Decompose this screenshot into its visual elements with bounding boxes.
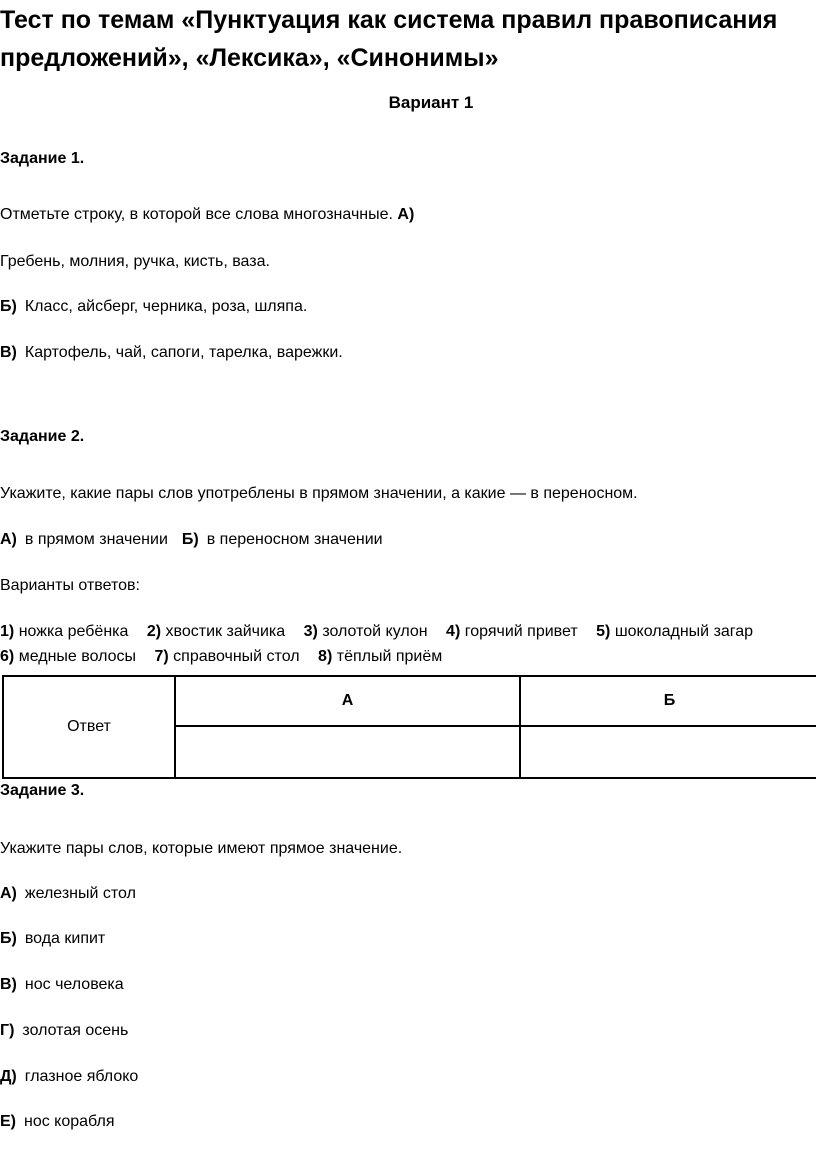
task1-option-a-text: Гребень, молния, ручка, кисть, ваза. [0,253,270,270]
option-text: вода кипит [24,930,106,947]
task1-question-text: Отметьте строку, в которой все слова многозначные. [0,206,393,223]
item-text: медные волосы [18,648,137,665]
item-num: 6) [0,648,15,665]
option-text: нос человека [24,976,124,993]
item-num: 3) [303,623,318,640]
task2-items-line-1 [0,623,753,641]
task2-answers-label: Варианты ответов: [0,577,140,594]
option-letter: А) [0,885,17,902]
task3-option [0,1022,128,1040]
answer-label-cell: Ответ [3,676,175,778]
task3-question: Укажите пары слов, которые имеют прямое значение. [0,840,403,857]
task3-heading: Задание 3. [0,782,85,799]
task1-option-a-letter: А) [397,206,415,223]
option-text: нос корабля [24,1113,115,1130]
title-line-1: Тест по темам «Пунктуация как система правил правописания [0,6,778,34]
task1-option-b [0,298,307,316]
title-line-2: предложений», «Лексика», «Синонимы» [0,44,499,72]
task1-question [0,206,414,224]
task3-option [0,885,136,903]
item-num: 5) [596,623,611,640]
item-text: золотой кулон [322,623,428,640]
variant-heading: Вариант 1 [388,93,474,112]
option-text: глазное яблоко [24,1068,139,1085]
item-text: справочный стол [173,648,300,665]
option-letter: В) [0,344,17,361]
answer-cell-b[interactable] [520,726,816,778]
item-text: шоколадный загар [614,623,754,640]
task3-option [0,1068,138,1086]
cat-a-text: в прямом значении [24,531,168,548]
answer-cell-a[interactable] [175,726,520,778]
item-text: горячий привет [464,623,578,640]
option-text: Класс, айсберг, черника, роза, шляпа. [24,298,308,315]
task2-categories [0,531,383,549]
item-text: хвостик зайчика [165,623,286,640]
option-text: железный стол [24,885,136,902]
cat-b-text: в переносном значении [206,531,383,548]
option-letter: Е) [0,1113,16,1130]
option-letter: В) [0,976,17,993]
task1-heading: Задание 1. [0,150,85,167]
page-title [0,1,777,77]
item-num: 4) [446,623,461,640]
task3-option [0,930,105,948]
answer-table [2,675,816,779]
task2-question: Укажите, какие пары слов употреблены в прямом значении, а какие — в переносном. [0,485,638,502]
option-text: Картофель, чай, сапоги, тарелка, варежки. [24,344,343,361]
task2-items-line-2 [0,648,442,666]
cat-b-letter: Б) [181,531,199,548]
option-text: золотая осень [22,1022,129,1039]
item-num: 1) [0,623,15,640]
task3-option [0,976,124,994]
item-text: ножка ребёнка [18,623,129,640]
task3-option [0,1113,115,1131]
cat-a-letter: А) [0,531,17,548]
task1-option-c [0,344,343,362]
column-b-header: Б [520,676,816,726]
option-letter: Б) [0,930,17,947]
task2-heading: Задание 2. [0,428,85,445]
item-num: 2) [146,623,162,640]
option-letter: Д) [0,1068,17,1085]
column-a-header: А [175,676,520,726]
option-letter: Б) [0,298,17,315]
item-num: 7) [154,648,169,665]
option-letter: Г) [0,1022,15,1039]
item-num: 8) [318,648,333,665]
item-text: тёплый приём [336,648,443,665]
